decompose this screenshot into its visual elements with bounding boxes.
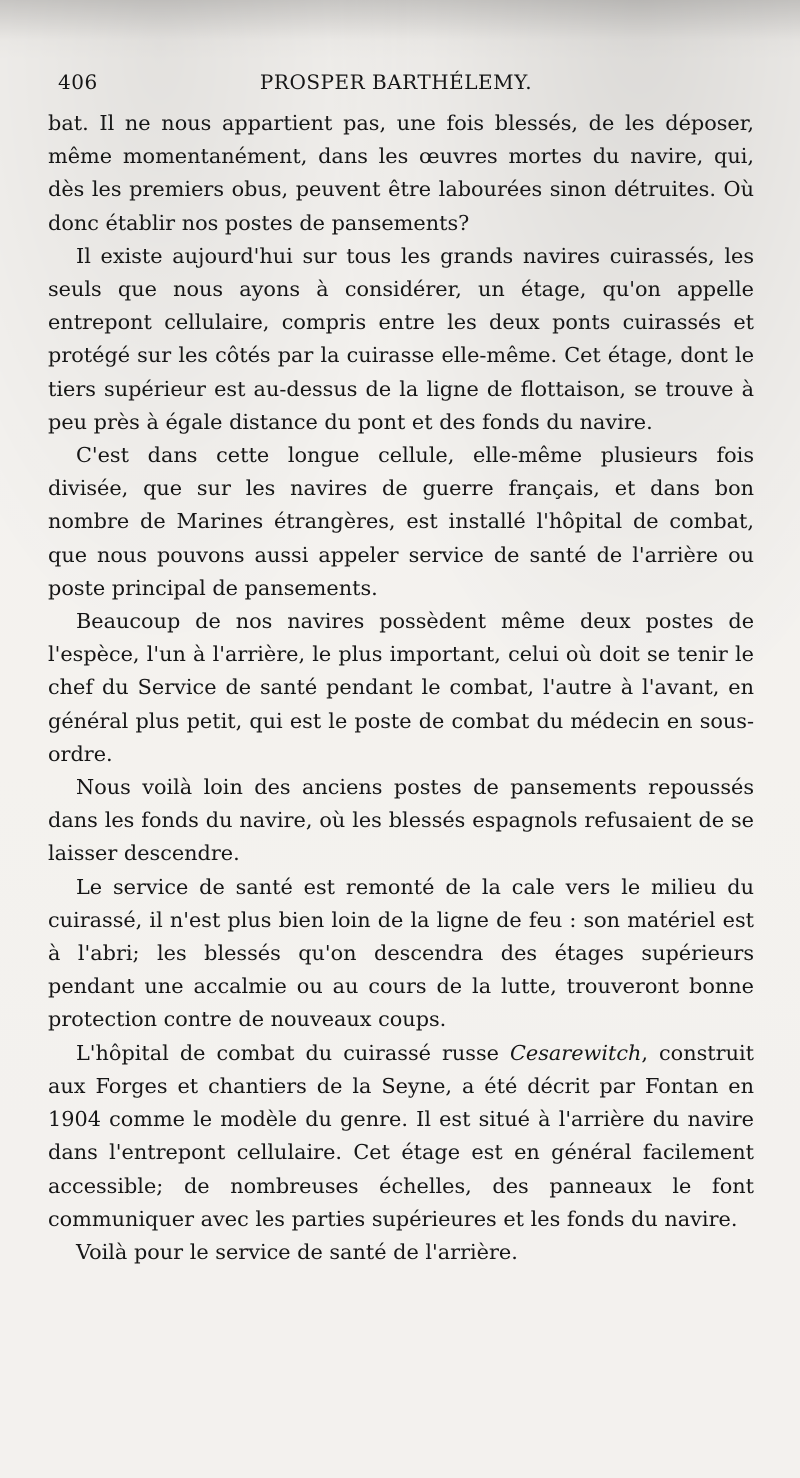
paragraph-7: [48, 1037, 754, 1236]
page-number: 406: [58, 70, 98, 94]
paragraph-5: Nous voilà loin des anciens postes de pansements repoussés dans les fonds du navire, où les blessés espagnols refusaient de se laisser descendre.: [48, 775, 754, 866]
page-header: [58, 68, 734, 100]
paragraph-7-start: L'hôpital de combat du cuirassé russe: [76, 1040, 510, 1065]
running-title: PROSPER BARTHÉLEMY.: [259, 70, 533, 94]
paragraph-1: bat. Il ne nous appartient pas, une fois blessés, de les déposer, même momentanément, dans les œuvres mortes du navire, qui, dès les premiers obus, peuvent être labourées sinon détruites. Où donc établir nos postes de pansements?: [48, 111, 754, 235]
paragraph-6: Le service de santé est remonté de la cale vers le milieu du cuirassé, il n'est plus bien loin de la ligne de feu : son matériel est à l'abri; les blessés qu'on descendra des étages supérieurs pendant une accalmie ou au cours de la lutte, trouveront bonne protection contre de nouveaux coups.: [48, 874, 754, 1032]
paragraph-7-end: , construit aux Forges et chantiers de la Seyne, a été décrit par Fontan en 1904 comme le modèle du genre. Il est situé à l'arrière du navire dans l'entrepont cellulaire. Cet étage est en général facilement accessible; de nombreuses échelles, des panneaux le font communiquer avec les parties supérieures et les fonds du navire.: [48, 1040, 754, 1231]
paragraph-4: Beaucoup de nos navires possèdent même deux postes de l'espèce, l'un à l'arrière, le plus important, celui où doit se tenir le chef du Service de santé pendant le combat, l'autre à l'avant, en général plus petit, qui est le poste de combat du médecin en sous-ordre.: [48, 609, 754, 766]
ship-name: Cesarewitch: [509, 1040, 642, 1065]
scan-shadow: [0, 0, 800, 40]
paragraph-3: C'est dans cette longue cellule, elle-même plusieurs fois divisée, que sur les navires de guerre français, et dans bon nombre de Marines étrangères, est installé l'hôpital de combat, que nous pouvons aussi appeler service de santé de l'arrière ou poste principal de pansements.: [48, 443, 754, 600]
paragraph-2: Il existe aujourd'hui sur tous les grands navires cuirassés, les seuls que nous ayons à considérer, un étage, qu'on appelle entrepont cellulaire, compris entre les deux ponts cuirassés et protégé sur les côtés par la cuirasse elle-même. Cet étage, dont le tiers supérieur est au-dessus de la ligne de flottaison, se trouve à peu près à égale distance du pont et des fonds du navire.: [48, 243, 754, 434]
body-text: [48, 107, 754, 1269]
paragraph-8: Voilà pour le service de santé de l'arrière.: [76, 1239, 518, 1264]
